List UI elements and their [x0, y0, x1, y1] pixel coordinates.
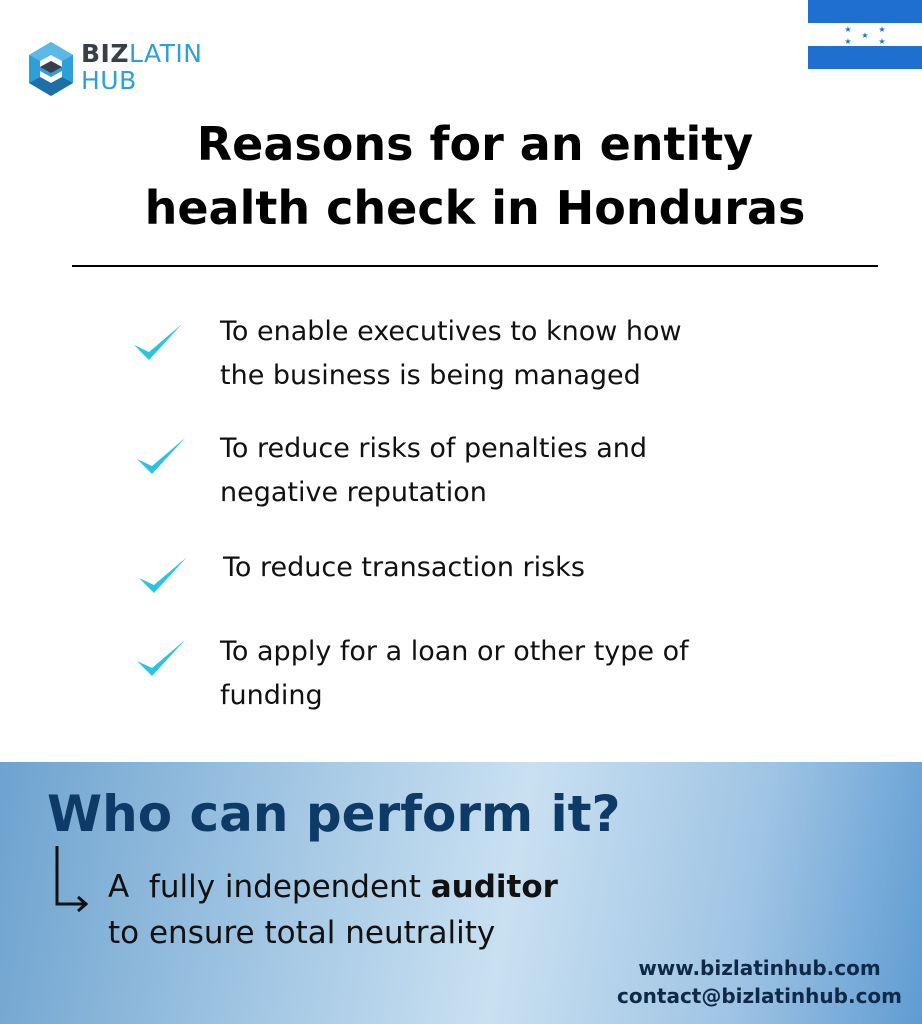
- reason-text: To apply for a loan or other type of funding: [220, 636, 689, 711]
- who-answer: A fully independent auditor to ensure total neutrality: [108, 869, 558, 951]
- svg-text:★: ★: [861, 31, 869, 40]
- reason-text: To enable executives to know how the business is being managed: [220, 316, 682, 391]
- reason-text: To reduce risks of penalties and negative reputation: [220, 433, 648, 508]
- brand-name-light: LATIN: [128, 39, 203, 68]
- reason-text: To reduce transaction risks: [223, 552, 585, 583]
- svg-text:★: ★: [844, 25, 852, 34]
- contact-info: [617, 954, 902, 1010]
- page-title: [70, 112, 880, 240]
- svg-text:★: ★: [878, 37, 886, 46]
- answer-highlight: auditor: [430, 869, 558, 905]
- brand-name-second: HUB: [81, 66, 137, 95]
- page-title-line2: health check in Honduras: [144, 181, 806, 235]
- down-right-arrow-icon: [50, 844, 92, 916]
- email-link[interactable]: contact@bizlatinhub.com: [617, 984, 902, 1008]
- who-heading: Who can perform it?: [47, 785, 621, 843]
- page-title-line1: Reasons for an entity: [196, 117, 754, 171]
- svg-text:★: ★: [878, 25, 886, 34]
- bizlatin-logo: [26, 38, 226, 100]
- checkmark-icon: [133, 432, 189, 480]
- bizlatin-logo-icon: [26, 40, 76, 98]
- checkmark-icon: [133, 634, 189, 682]
- honduras-flag-icon: [808, 0, 922, 69]
- brand-name-bold: BIZ: [81, 39, 129, 68]
- title-divider: [72, 265, 878, 267]
- checkmark-icon: [130, 318, 186, 366]
- checkmark-icon: [135, 551, 191, 599]
- website-link[interactable]: www.bizlatinhub.com: [638, 956, 881, 980]
- who-panel: [0, 762, 922, 1024]
- svg-text:★: ★: [844, 37, 852, 46]
